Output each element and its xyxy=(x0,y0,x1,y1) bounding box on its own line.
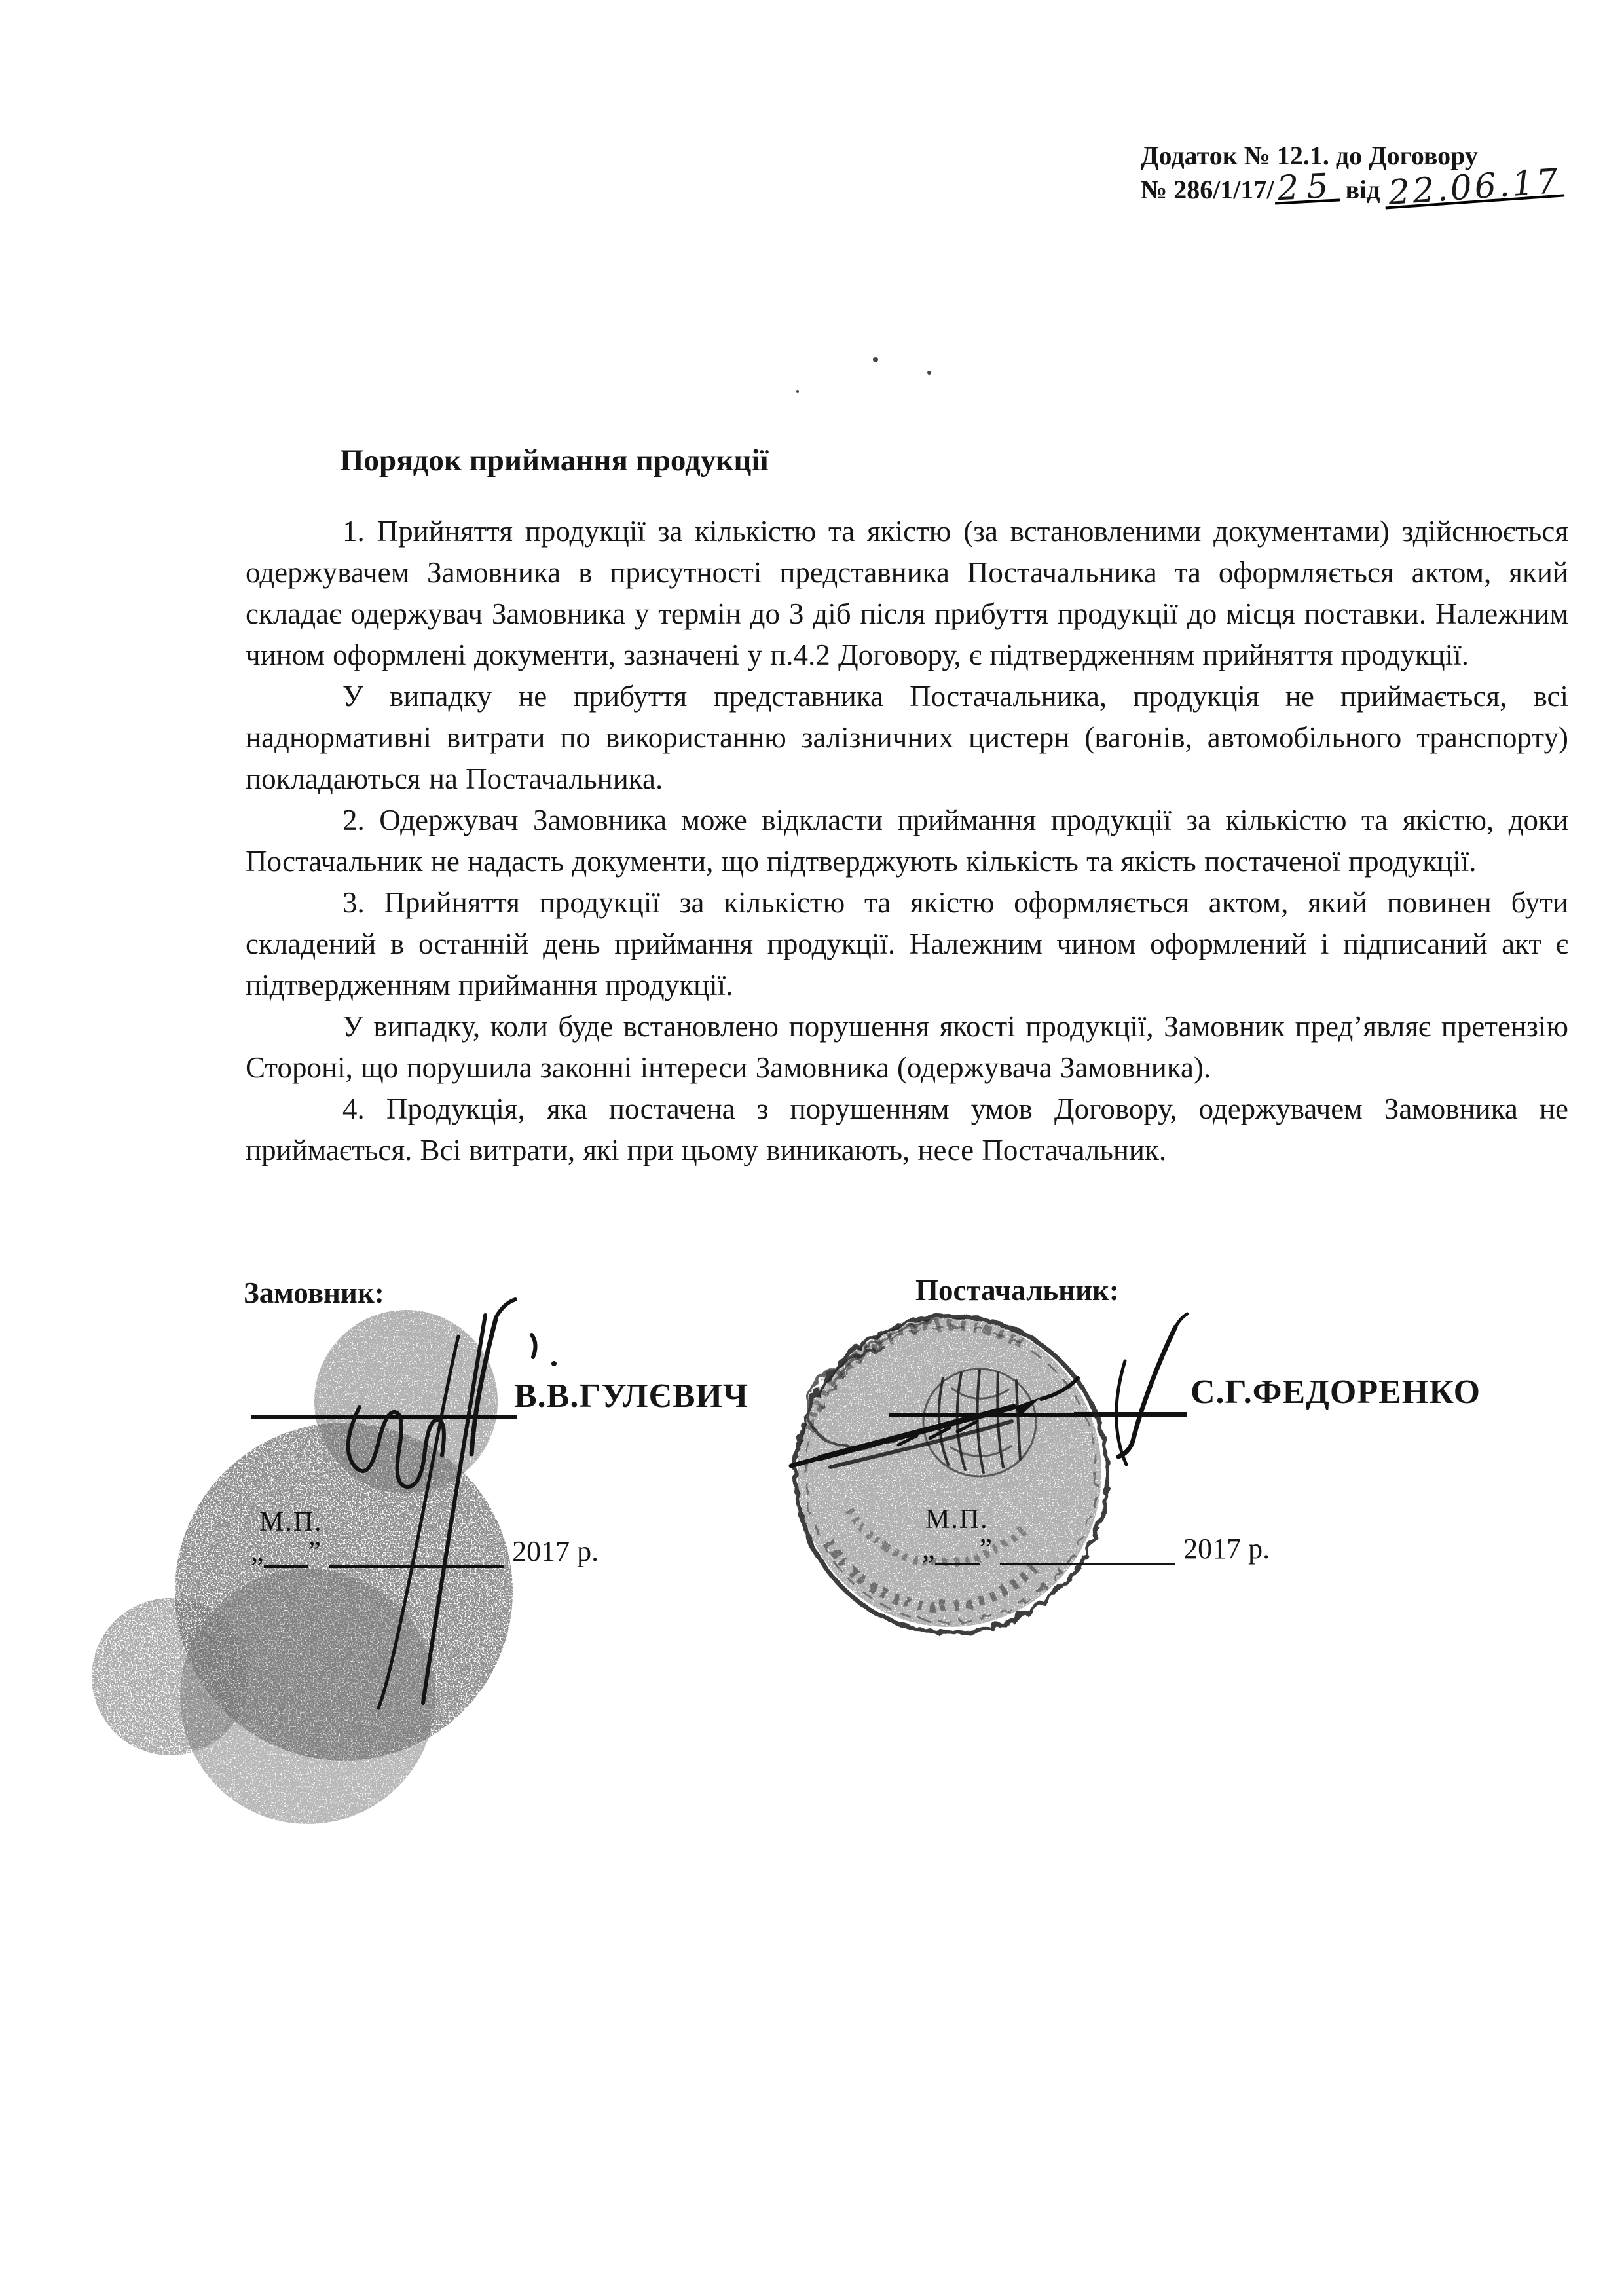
supplier-seal-mark: М.П. xyxy=(925,1504,989,1535)
header-contract-line xyxy=(1141,161,1599,214)
customer-signature-line xyxy=(251,1415,517,1419)
customer-date-row xyxy=(251,1531,599,1568)
day-blank-line xyxy=(935,1529,980,1565)
close-quote: ” xyxy=(308,1535,322,1567)
open-quote: „ xyxy=(251,1535,264,1567)
supplier-signatory-name: С.Г.ФЕДОРЕНКО xyxy=(1190,1373,1481,1411)
supplier-date-row xyxy=(922,1529,1270,1565)
year-label: 2017 р. xyxy=(512,1535,599,1567)
paragraph-1: 1. Прийняття продукції за кількістю та якістю (за встановленими документами) здійснюється одержувачем Замовника в присутності представника Постачальника та оформляється актом, який складає одержувач Замовника у термін до 3 діб після прибуття продукції до місця поставки. Належним чином оформлені документи, зазначені у п.4.2 Договору, є підтвердженням прийняття продукції. xyxy=(246,515,1568,671)
scan-noise-specks xyxy=(796,357,931,393)
supplier-signature-scribble xyxy=(791,1314,1187,1467)
paragraph-4: 3. Прийняття продукції за кількістю та якістю оформляється актом, який повинен бути складений в останній день приймання продукції. Належним чином оформлений і підписаний акт є підтвердженням приймання продукції. xyxy=(246,886,1568,1001)
paragraph-3: 2. Одержувач Замовника може відкласти приймання продукції за кількістю та якістю, доки Постачальник не надасть документи, що підтверджують кількість та якість постаченої продукції. xyxy=(246,804,1568,878)
supplier-stamp-seal xyxy=(794,1314,1105,1631)
vid-label: від xyxy=(1345,175,1380,204)
paragraph-2: У випадку не прибуття представника Постачальника, продукція не приймається, всі наднормативні витрати по використанню залізничних цистерн (вагонів, автомобільного транспорту) покладаються на Постачальника. xyxy=(246,680,1568,795)
day-blank-line xyxy=(264,1531,308,1568)
handwritten-date: 22.06.17 xyxy=(1383,168,1564,210)
document-title: Порядок приймання продукції xyxy=(340,443,769,477)
header-block xyxy=(1141,139,1599,214)
paragraph-6: 4. Продукція, яка постачена з порушенням умов Договору, одержувачем Замовника не приймається. Всі витрати, які при цьому виникають, несе Постачальник. xyxy=(246,1092,1568,1166)
open-quote: „ xyxy=(922,1533,935,1565)
supplier-signature-line-segment xyxy=(1074,1412,1187,1417)
customer-seal-mark: М.П. xyxy=(259,1507,323,1537)
paragraph-5: У випадку, коли буде встановлено порушення якості продукції, Замовник пред’являє претензію Стороні, що порушила законні інтереси Замовника (одержувача Замовника). xyxy=(246,1010,1568,1084)
month-blank-line xyxy=(329,1531,504,1568)
supplier-role-label: Постачальник: xyxy=(915,1274,1119,1307)
year-label: 2017 р. xyxy=(1183,1533,1270,1565)
close-quote: ” xyxy=(979,1533,993,1565)
contract-number-prefix: № 286/1/17/ xyxy=(1141,175,1274,204)
document-body xyxy=(246,511,1568,1171)
customer-signature-scribble xyxy=(348,1299,557,1708)
month-blank-line xyxy=(1000,1529,1175,1565)
handwritten-appendix-number: 25 xyxy=(1273,172,1339,204)
header-appendix-line: Додаток № 12.1. до Договору xyxy=(1141,141,1478,170)
customer-role-label: Замовник: xyxy=(244,1277,384,1309)
customer-signatory-name: В.В.ГУЛЄВИЧ xyxy=(514,1377,749,1415)
